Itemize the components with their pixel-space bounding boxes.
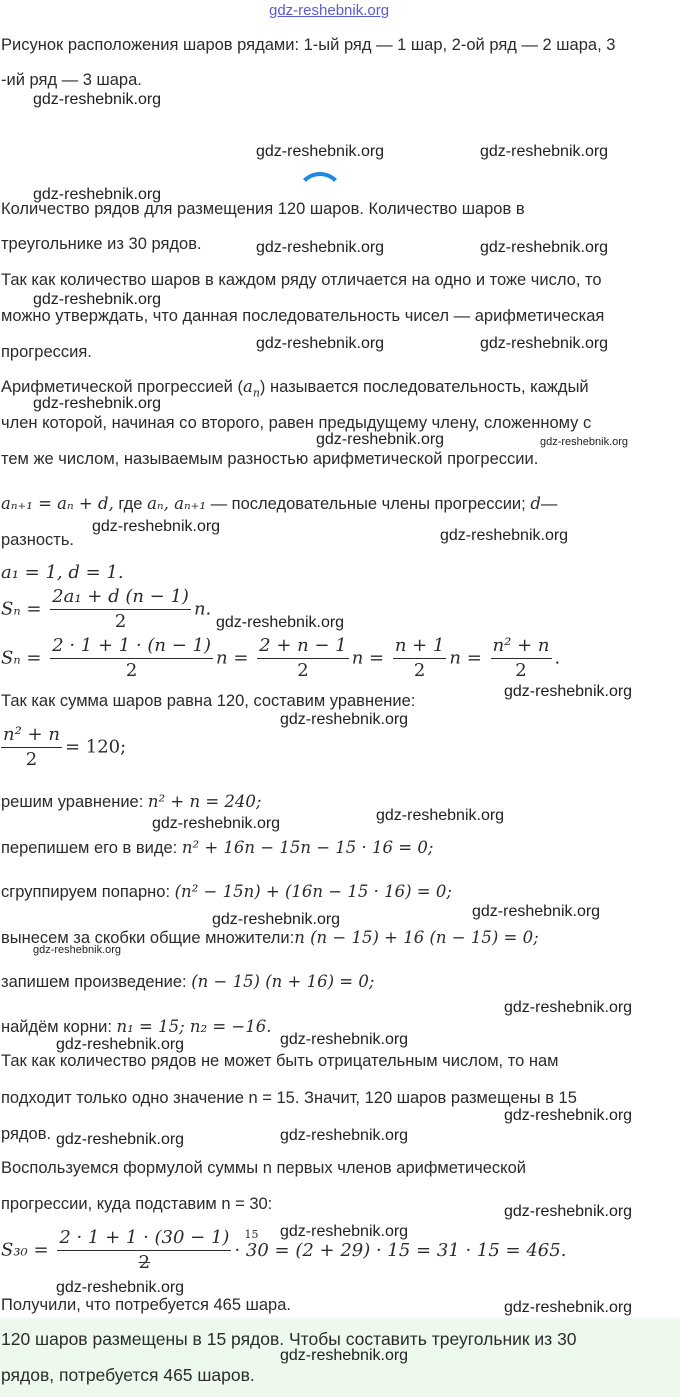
formula-equation: $\frac{\text{n² + n}}{2}$ = 120; — [3, 724, 127, 770]
watermark: gdz-reshebnik.org — [33, 944, 122, 956]
text-line: найдём корни: n₁ = 15; n₂ = −16. — [1, 1017, 272, 1036]
watermark: gdz-reshebnik.org — [33, 291, 162, 308]
watermark: gdz-reshebnik.org — [212, 911, 341, 928]
watermark: gdz-reshebnik.org — [280, 1031, 409, 1048]
watermark: gdz-reshebnik.org — [504, 683, 633, 700]
text-line: Так как количество шаров в каждом ряду отличается на одно и тоже число, то — [1, 271, 602, 289]
watermark: gdz-reshebnik.org — [480, 335, 609, 352]
text-line: запишем произведение: (n − 15) (n + 16) = 0; — [1, 972, 375, 991]
watermark: gdz-reshebnik.org — [256, 239, 385, 256]
formula-sn-expanded: Sₙ = $\frac{2 \cdot 1 + 1 \cdot (n - 1)}{2}$ n = $\frac{2 + n - 1}{2}$ n = $\frac{n + 1}{2}$ n = $\frac{\text{n² + n}}{2}$ . — [1, 635, 561, 681]
watermark: gdz-reshebnik.org — [56, 1036, 185, 1053]
watermark: gdz-reshebnik.org — [256, 335, 385, 352]
text-line: рядов. — [1, 1125, 52, 1143]
text-line: можно утверждать, что данная последовательность чисел — арифметическая — [1, 307, 605, 325]
answer-line: рядов, потребуется 465 шаров. — [1, 1365, 255, 1385]
text-line: Получили, что потребуется 465 шара. — [1, 1296, 291, 1314]
text-line: разность. — [1, 531, 75, 549]
cancel-note: 15 — [244, 1227, 259, 1241]
text-line: -ий ряд — 3 шара. — [1, 71, 142, 89]
watermark: gdz-reshebnik.org — [56, 1279, 185, 1296]
text-line: прогрессия. — [1, 343, 92, 361]
text-line: Арифметической прогрессией $(a_n)$ называется последовательность, каждый — [1, 377, 589, 400]
watermark: gdz-reshebnik.org — [480, 239, 609, 256]
text-line: треугольнике из 30 рядов. — [1, 235, 202, 253]
text-line: Так как количество рядов не может быть отрицательным числом, то нам — [1, 1052, 559, 1070]
top-watermark-link[interactable]: gdz-reshebnik.org — [269, 2, 390, 19]
text-line: член которой, начиная со второго, равен предыдущему члену, сложенному с — [1, 414, 592, 432]
text-line: aₙ₊₁ = aₙ + d, где aₙ, aₙ₊₁ — последовательные члены прогрессии; d— — [1, 494, 558, 513]
watermark: gdz-reshebnik.org — [280, 1347, 409, 1364]
text-line: перепишем его в виде: n² + 16n − 15n − 15 · 16 = 0; — [1, 838, 434, 857]
watermark: gdz-reshebnik.org — [504, 1299, 633, 1316]
text-line: прогрессии, куда подставим n = 30: — [1, 1195, 273, 1213]
watermark: gdz-reshebnik.org — [33, 395, 162, 412]
formula-a1-d: a₁ = 1, d = 1. — [1, 562, 124, 583]
watermark: gdz-reshebnik.org — [280, 1127, 409, 1144]
text-line: Рисунок расположения шаров рядами: 1-ый ряд — 1 шар, 2-ой ряд — 2 шара, 3 — [1, 36, 616, 54]
watermark: gdz-reshebnik.org — [540, 436, 629, 448]
answer-line: 120 шаров размещены в 15 рядов. Чтобы составить треугольник из 30 — [1, 1329, 577, 1349]
watermark: gdz-reshebnik.org — [33, 186, 162, 203]
watermark: gdz-reshebnik.org — [280, 1223, 409, 1240]
watermark: gdz-reshebnik.org — [256, 143, 385, 160]
watermark: gdz-reshebnik.org — [480, 143, 609, 160]
text-line: тем же числом, называемым разностью арифметической прогрессии. — [1, 450, 539, 468]
formula-sn: Sₙ = $\frac{\text{2a₁ + d (n − 1)}}{2}$ n. — [1, 586, 212, 632]
watermark: gdz-reshebnik.org — [504, 999, 633, 1016]
watermark: gdz-reshebnik.org — [316, 431, 445, 448]
watermark: gdz-reshebnik.org — [472, 903, 601, 920]
text-line: решим уравнение: n² + n = 240; — [1, 792, 262, 811]
watermark: gdz-reshebnik.org — [92, 518, 221, 535]
watermark: gdz-reshebnik.org — [152, 815, 281, 832]
watermark: gdz-reshebnik.org — [376, 807, 505, 824]
watermark: gdz-reshebnik.org — [56, 1131, 185, 1148]
watermark: gdz-reshebnik.org — [504, 1203, 633, 1220]
text-line: вынесем за скобки общие множители:n (n − 15) + 16 (n − 15) = 0; — [1, 928, 539, 947]
watermark: gdz-reshebnik.org — [216, 614, 345, 631]
formula-s30: S₃₀ = $\frac{2 \cdot 1 + 1 \cdot (30 - 1)}{2}$ 15 · 30 = (2 + 29) · 15 = 31 · 15 = 465. — [1, 1227, 567, 1273]
text-line: Количество рядов для размещения 120 шаров. Количество шаров в — [1, 200, 525, 218]
text-line: подходит только одно значение n = 15. Значит, 120 шаров размещены в 15 — [1, 1089, 577, 1107]
watermark: gdz-reshebnik.org — [440, 527, 569, 544]
watermark: gdz-reshebnik.org — [33, 91, 162, 108]
watermark: gdz-reshebnik.org — [504, 1107, 633, 1124]
text-line: Так как сумма шаров равна 120, составим уравнение: — [1, 692, 416, 710]
text-line: сгруппируем попарно: (n² − 15n) + (16n − 15 · 16) = 0; — [1, 882, 452, 901]
watermark: gdz-reshebnik.org — [280, 711, 409, 728]
text-line: Воспользуемся формулой суммы n первых членов арифметической — [1, 1159, 526, 1177]
